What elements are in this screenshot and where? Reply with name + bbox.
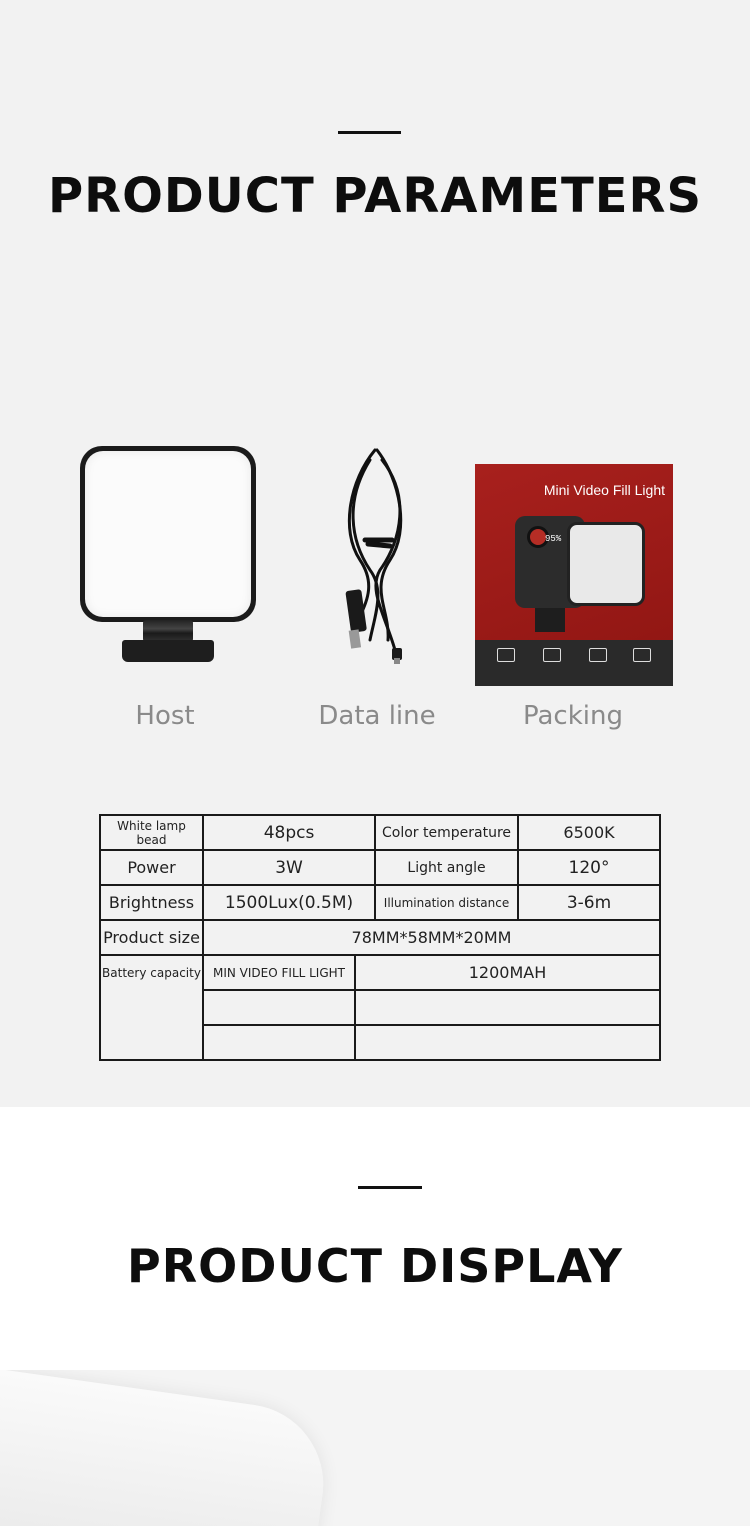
empty-cell [203,1025,355,1060]
power-value: 3W [203,850,375,885]
table-row [100,815,660,850]
illumination-distance-label: Illumination distance [375,885,518,920]
light-angle-value: 120° [518,850,660,885]
box-device-screen: 95% [545,534,562,544]
interface-icon [633,648,651,662]
packing-box-image [475,464,673,686]
power-label: Power [100,850,203,885]
compact-icon [589,648,607,662]
box-device-mount [535,608,565,632]
table-row [100,850,660,885]
battery-model: MIN VIDEO FILL LIGHT [203,955,355,990]
brightness-value: 1500Lux(0.5M) [203,885,375,920]
lamp-face [85,451,251,617]
display-section [0,1107,750,1370]
host-caption: Host [135,701,195,731]
recycle-icon [543,648,561,662]
empty-cell [203,990,355,1025]
battery-capacity-value: 1200MAH [355,955,660,990]
product-display-image [0,1370,750,1526]
battery-capacity-label: Battery capacity [100,955,203,1060]
heading-rule [358,1186,422,1189]
empty-cell [355,990,660,1025]
parameters-heading: PRODUCT PARAMETERS [47,168,703,224]
packing-box-title: Mini Video Fill Light [543,482,665,498]
white-lamp-bead-label: White lamp bead [100,815,203,850]
light-angle-label: Light angle [375,850,518,885]
box-device-face [567,522,645,606]
display-heading: PRODUCT DISPLAY [127,1239,623,1293]
lamp-cold-shoe [122,640,214,662]
table-row [100,885,660,920]
table-row [100,955,660,990]
lamp-body [80,446,256,622]
color-temperature-value: 6500K [518,815,660,850]
parameters-table [99,814,661,1061]
heading-rule [338,131,401,134]
product-size-label: Product size [100,920,203,955]
empty-cell [355,1025,660,1060]
illumination-distance-value: 3-6m [518,885,660,920]
packing-box-footer [475,640,673,686]
laptop-image [0,1370,334,1526]
color-temperature-label: Color temperature [375,815,518,850]
product-size-value: 78MM*58MM*20MM [203,920,660,955]
packing-caption: Packing [522,701,623,731]
brightness-label: Brightness [100,885,203,920]
table-row [100,920,660,955]
brightness-icon [497,648,515,662]
lamp-mount-screw [143,620,193,642]
data-line-caption: Data line [318,701,436,731]
white-lamp-bead-value: 48pcs [203,815,375,850]
data-line-image [330,440,430,670]
